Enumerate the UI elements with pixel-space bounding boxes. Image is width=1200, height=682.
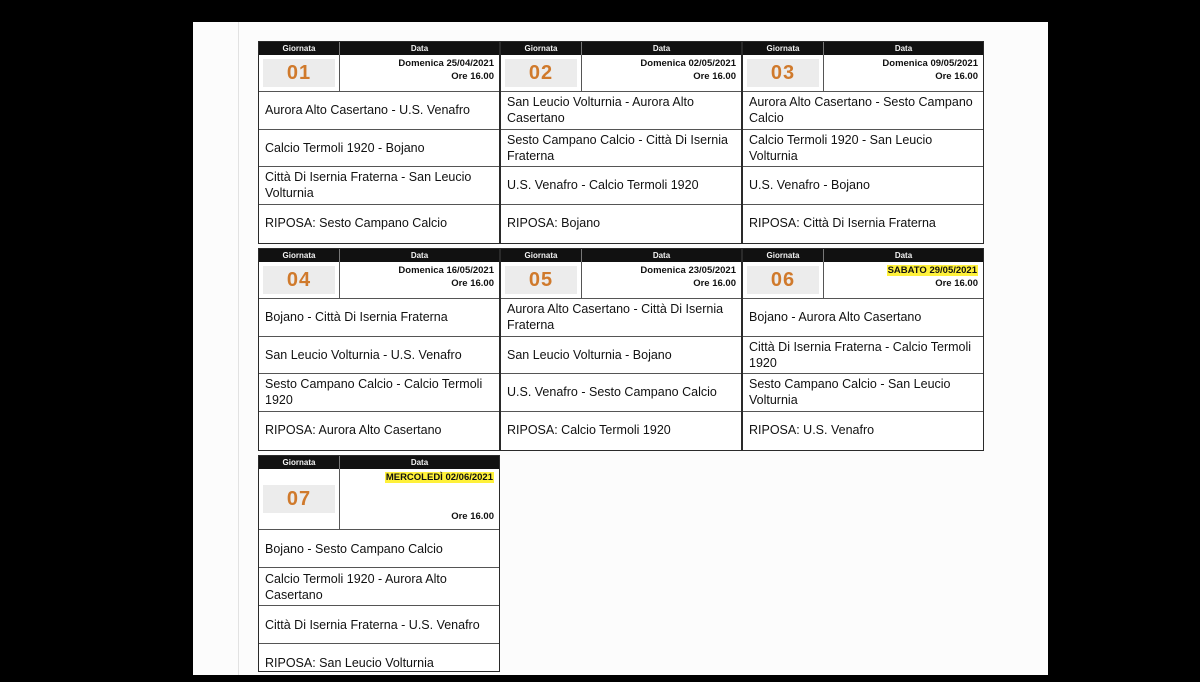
match-row: U.S. Venafro - Sesto Campano Calcio — [501, 374, 741, 412]
round-block-04 — [258, 248, 500, 451]
round-time: Ore 16.00 — [693, 278, 736, 289]
round-header — [259, 42, 499, 55]
round-number: 05 — [505, 266, 577, 294]
round-number: 02 — [505, 59, 577, 87]
round-header — [743, 42, 983, 55]
match-row: Città Di Isernia Fraterna - Calcio Termoli 1920 — [743, 337, 983, 375]
round-time: Ore 16.00 — [935, 71, 978, 82]
match-row: Bojano - Aurora Alto Casertano — [743, 299, 983, 337]
match-row: Sesto Campano Calcio - Calcio Termoli 1920 — [259, 374, 499, 412]
round-time: Ore 16.00 — [451, 278, 494, 289]
round-block-01 — [258, 41, 500, 244]
round-date: Domenica 16/05/2021 — [398, 265, 494, 276]
match-row: Bojano - Sesto Campano Calcio — [259, 530, 499, 568]
round-time: Ore 16.00 — [935, 278, 978, 289]
match-row: Aurora Alto Casertano - U.S. Venafro — [259, 92, 499, 130]
round-date-highlighted: SABATO 29/05/2021 — [887, 265, 977, 276]
match-row: Aurora Alto Casertano - Città Di Isernia Fraterna — [501, 299, 741, 337]
round-number: 04 — [263, 266, 335, 294]
rest-row: RIPOSA: Aurora Alto Casertano — [265, 423, 442, 438]
round-header — [259, 456, 499, 469]
round-header — [501, 249, 741, 262]
giornata-label: Giornata — [259, 42, 340, 55]
round-block-06 — [742, 248, 984, 451]
round-date: Domenica 23/05/2021 — [640, 265, 736, 276]
giornata-label: Giornata — [501, 42, 582, 55]
round-date: Domenica 25/04/2021 — [398, 58, 494, 69]
round-date: Domenica 09/05/2021 — [882, 58, 978, 69]
round-header — [743, 249, 983, 262]
data-label: Data — [894, 251, 913, 260]
round-time: Ore 16.00 — [451, 511, 494, 522]
round-header — [501, 42, 741, 55]
data-label: Data — [652, 251, 671, 260]
round-block-03 — [742, 41, 984, 244]
rest-row: RIPOSA: Calcio Termoli 1920 — [507, 423, 671, 438]
round-block-02 — [500, 41, 742, 244]
rest-row: RIPOSA: U.S. Venafro — [749, 423, 875, 438]
match-row: Calcio Termoli 1920 - San Leucio Volturnia — [743, 130, 983, 168]
data-label: Data — [410, 458, 429, 467]
match-row: San Leucio Volturnia - Bojano — [501, 337, 741, 375]
rest-row: RIPOSA: Bojano — [507, 216, 601, 231]
match-row: Città Di Isernia Fraterna - U.S. Venafro — [259, 606, 499, 644]
round-block-07 — [258, 455, 500, 672]
data-label: Data — [894, 44, 913, 53]
round-number: 06 — [747, 266, 819, 294]
data-label: Data — [410, 251, 429, 260]
rest-row: RIPOSA: San Leucio Volturnia — [265, 656, 434, 670]
match-row: Bojano - Città Di Isernia Fraterna — [259, 299, 499, 337]
round-date: Domenica 02/05/2021 — [640, 58, 736, 69]
match-row: Città Di Isernia Fraterna - San Leucio Volturnia — [259, 167, 499, 205]
match-row: Aurora Alto Casertano - Sesto Campano Calcio — [743, 92, 983, 130]
giornata-label: Giornata — [743, 249, 824, 262]
rest-row: RIPOSA: Città Di Isernia Fraterna — [749, 216, 936, 231]
match-row: U.S. Venafro - Bojano — [743, 167, 983, 205]
giornata-label: Giornata — [743, 42, 824, 55]
round-block-05 — [500, 248, 742, 451]
match-row: Calcio Termoli 1920 - Bojano — [259, 130, 499, 168]
match-row: Sesto Campano Calcio - San Leucio Volturnia — [743, 374, 983, 412]
round-time: Ore 16.00 — [693, 71, 736, 82]
data-label: Data — [410, 44, 429, 53]
round-number: 07 — [263, 485, 335, 513]
round-time: Ore 16.00 — [451, 71, 494, 82]
rest-row: RIPOSA: Sesto Campano Calcio — [265, 216, 448, 231]
round-number: 01 — [263, 59, 335, 87]
match-row: Sesto Campano Calcio - Città Di Isernia Fraterna — [501, 130, 741, 168]
round-header — [259, 249, 499, 262]
page-margin-line — [238, 22, 239, 675]
round-date-highlighted: MERCOLEDÌ 02/06/2021 — [385, 472, 493, 483]
giornata-label: Giornata — [259, 456, 340, 469]
data-label: Data — [652, 44, 671, 53]
match-row: Calcio Termoli 1920 - Aurora Alto Casertano — [259, 568, 499, 606]
giornata-label: Giornata — [259, 249, 340, 262]
giornata-label: Giornata — [501, 249, 582, 262]
round-number: 03 — [747, 59, 819, 87]
match-row: San Leucio Volturnia - Aurora Alto Casertano — [501, 92, 741, 130]
match-row: San Leucio Volturnia - U.S. Venafro — [259, 337, 499, 375]
match-row: U.S. Venafro - Calcio Termoli 1920 — [501, 167, 741, 205]
